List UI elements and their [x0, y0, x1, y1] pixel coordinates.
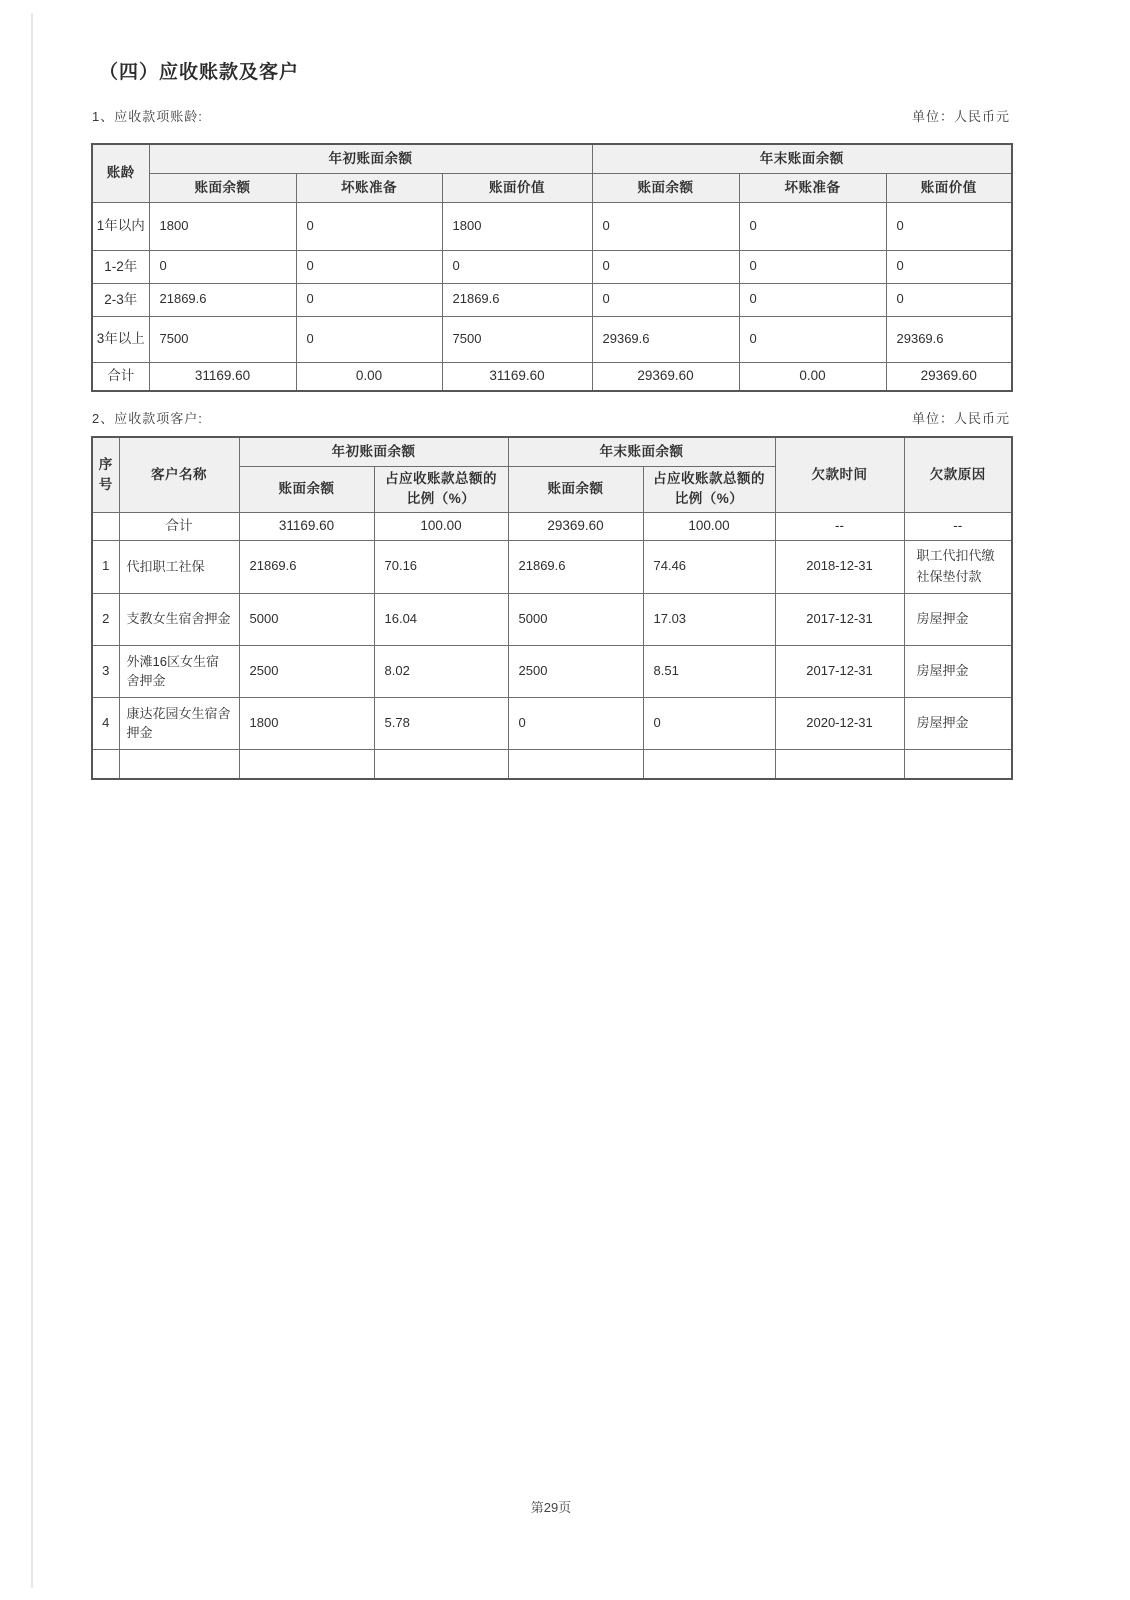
customer-subheader-begin-balance: 账面余额: [239, 466, 374, 512]
empty-cell: [119, 749, 239, 779]
customer-cell: 5.78: [374, 697, 508, 749]
aging-subheader-begin-value: 账面价值: [442, 173, 592, 202]
customer-subheader-end-balance: 账面余额: [508, 466, 643, 512]
aging-cell: 0: [296, 283, 442, 316]
aging-header-row-2: [92, 173, 1012, 202]
customer-name: 支教女生宿舍押金: [119, 593, 239, 645]
aging-cell: 0: [739, 202, 886, 250]
aging-total-label: 合计: [92, 362, 149, 391]
customer-cell: 8.51: [643, 645, 775, 697]
customer-cell: 17.03: [643, 593, 775, 645]
aging-header-end-group: 年末账面余额: [592, 144, 1012, 173]
aging-cell: 0: [442, 250, 592, 283]
aging-header-age: 账龄: [92, 144, 149, 202]
aging-table: [91, 143, 1013, 392]
customer-total-seq: [92, 512, 119, 540]
aging-header-row-1: [92, 144, 1012, 173]
customer-cell: 2500: [508, 645, 643, 697]
customer-header-name: 客户名称: [119, 437, 239, 512]
aging-subheader-end-value: 账面价值: [886, 173, 1012, 202]
table-row: [92, 250, 1012, 283]
scan-artifact-line: [31, 13, 33, 1588]
customer-total-cell: 31169.60: [239, 512, 374, 540]
aging-subheader-begin-baddebt: 坏账准备: [296, 173, 442, 202]
customer-name: 外滩16区女生宿舍押金: [119, 645, 239, 697]
customer-header-row-1: [92, 437, 1012, 466]
customer-header-reason: 欠款原因: [904, 437, 1012, 512]
empty-cell: [904, 749, 1012, 779]
aging-total-cell: 0.00: [739, 362, 886, 391]
aging-cell: 29369.6: [886, 316, 1012, 362]
customer-debt-time: 2017-12-31: [775, 593, 904, 645]
aging-cell: 0: [296, 250, 442, 283]
aging-total-cell: 31169.60: [149, 362, 296, 391]
customer-total-cell: 29369.60: [508, 512, 643, 540]
customer-debt-time: 2020-12-31: [775, 697, 904, 749]
customer-header-end-group: 年末账面余额: [508, 437, 775, 466]
aging-cell: 7500: [442, 316, 592, 362]
aging-row-label: 1年以内: [92, 202, 149, 250]
customer-total-cell: --: [904, 512, 1012, 540]
aging-cell: 29369.6: [592, 316, 739, 362]
section2-unit-label: 单位：人民币元: [911, 411, 1010, 426]
table-row: [92, 540, 1012, 593]
aging-cell: 21869.6: [442, 283, 592, 316]
aging-row-label: 2-3年: [92, 283, 149, 316]
aging-row-label: 1-2年: [92, 250, 149, 283]
customer-total-cell: 100.00: [374, 512, 508, 540]
aging-cell: 0: [592, 202, 739, 250]
aging-cell: 0: [739, 250, 886, 283]
customer-cell: 8.02: [374, 645, 508, 697]
customer-seq: 3: [92, 645, 119, 697]
table-row: [92, 645, 1012, 697]
customer-total-row: [92, 512, 1012, 540]
aging-total-cell: 31169.60: [442, 362, 592, 391]
customer-cell: 21869.6: [508, 540, 643, 593]
aging-total-cell: 29369.60: [886, 362, 1012, 391]
table-row: [92, 593, 1012, 645]
customer-total-label: 合计: [119, 512, 239, 540]
customer-name: 代扣职工社保: [119, 540, 239, 593]
empty-cell: [239, 749, 374, 779]
aging-total-cell: 29369.60: [592, 362, 739, 391]
aging-cell: 0: [739, 316, 886, 362]
customer-debt-reason: 职工代扣代缴社保垫付款: [904, 540, 1012, 593]
customer-seq: 1: [92, 540, 119, 593]
customer-cell: 0: [643, 697, 775, 749]
customer-cell: 0: [508, 697, 643, 749]
customer-cell: 2500: [239, 645, 374, 697]
table-row: [92, 316, 1012, 362]
aging-cell: 0: [296, 316, 442, 362]
page-title: （四）应收账款及客户: [99, 62, 300, 83]
customer-cell: 21869.6: [239, 540, 374, 593]
aging-total-cell: 0.00: [296, 362, 442, 391]
customer-debt-reason: 房屋押金: [904, 593, 1012, 645]
aging-cell: 7500: [149, 316, 296, 362]
customer-header-seq: 序号: [92, 437, 119, 512]
empty-cell: [508, 749, 643, 779]
customer-cell: 16.04: [374, 593, 508, 645]
section1-unit-label: 单位：人民币元: [911, 109, 1010, 124]
customer-name: 康达花园女生宿舍押金: [119, 697, 239, 749]
aging-row-label: 3年以上: [92, 316, 149, 362]
aging-cell: 21869.6: [149, 283, 296, 316]
page-number: 第29页: [530, 1500, 572, 1515]
empty-cell: [643, 749, 775, 779]
aging-cell: 0: [886, 250, 1012, 283]
table-row: [92, 283, 1012, 316]
aging-cell: 0: [739, 283, 886, 316]
customer-cell: 74.46: [643, 540, 775, 593]
empty-cell: [92, 749, 119, 779]
aging-cell: 0: [592, 283, 739, 316]
customer-cell: 1800: [239, 697, 374, 749]
customer-table: [91, 436, 1013, 780]
customer-debt-reason: 房屋押金: [904, 645, 1012, 697]
aging-cell: 0: [886, 283, 1012, 316]
section2-label: 2、应收款项客户:: [92, 411, 203, 426]
customer-debt-time: 2017-12-31: [775, 645, 904, 697]
customer-debt-time: 2018-12-31: [775, 540, 904, 593]
customer-seq: 4: [92, 697, 119, 749]
customer-cell: 5000: [508, 593, 643, 645]
customer-header-begin-group: 年初账面余额: [239, 437, 508, 466]
aging-header-begin-group: 年初账面余额: [149, 144, 592, 173]
customer-cell: 70.16: [374, 540, 508, 593]
aging-cell: 1800: [149, 202, 296, 250]
customer-total-cell: --: [775, 512, 904, 540]
table-row: [92, 697, 1012, 749]
customer-subheader-end-ratio: 占应收账款总额的比例（%）: [643, 466, 775, 512]
aging-cell: 0: [886, 202, 1012, 250]
aging-subheader-begin-balance: 账面余额: [149, 173, 296, 202]
empty-cell: [775, 749, 904, 779]
aging-cell: 0: [296, 202, 442, 250]
table-row: [92, 202, 1012, 250]
section1-label: 1、应收款项账龄:: [92, 109, 203, 124]
aging-cell: 0: [592, 250, 739, 283]
customer-header-time: 欠款时间: [775, 437, 904, 512]
aging-cell: 0: [149, 250, 296, 283]
aging-subheader-end-baddebt: 坏账准备: [739, 173, 886, 202]
customer-cell: 5000: [239, 593, 374, 645]
empty-row: [92, 749, 1012, 779]
aging-cell: 1800: [442, 202, 592, 250]
aging-total-row: [92, 362, 1012, 391]
empty-cell: [374, 749, 508, 779]
aging-subheader-end-balance: 账面余额: [592, 173, 739, 202]
customer-seq: 2: [92, 593, 119, 645]
customer-subheader-begin-ratio: 占应收账款总额的比例（%）: [374, 466, 508, 512]
customer-total-cell: 100.00: [643, 512, 775, 540]
customer-debt-reason: 房屋押金: [904, 697, 1012, 749]
